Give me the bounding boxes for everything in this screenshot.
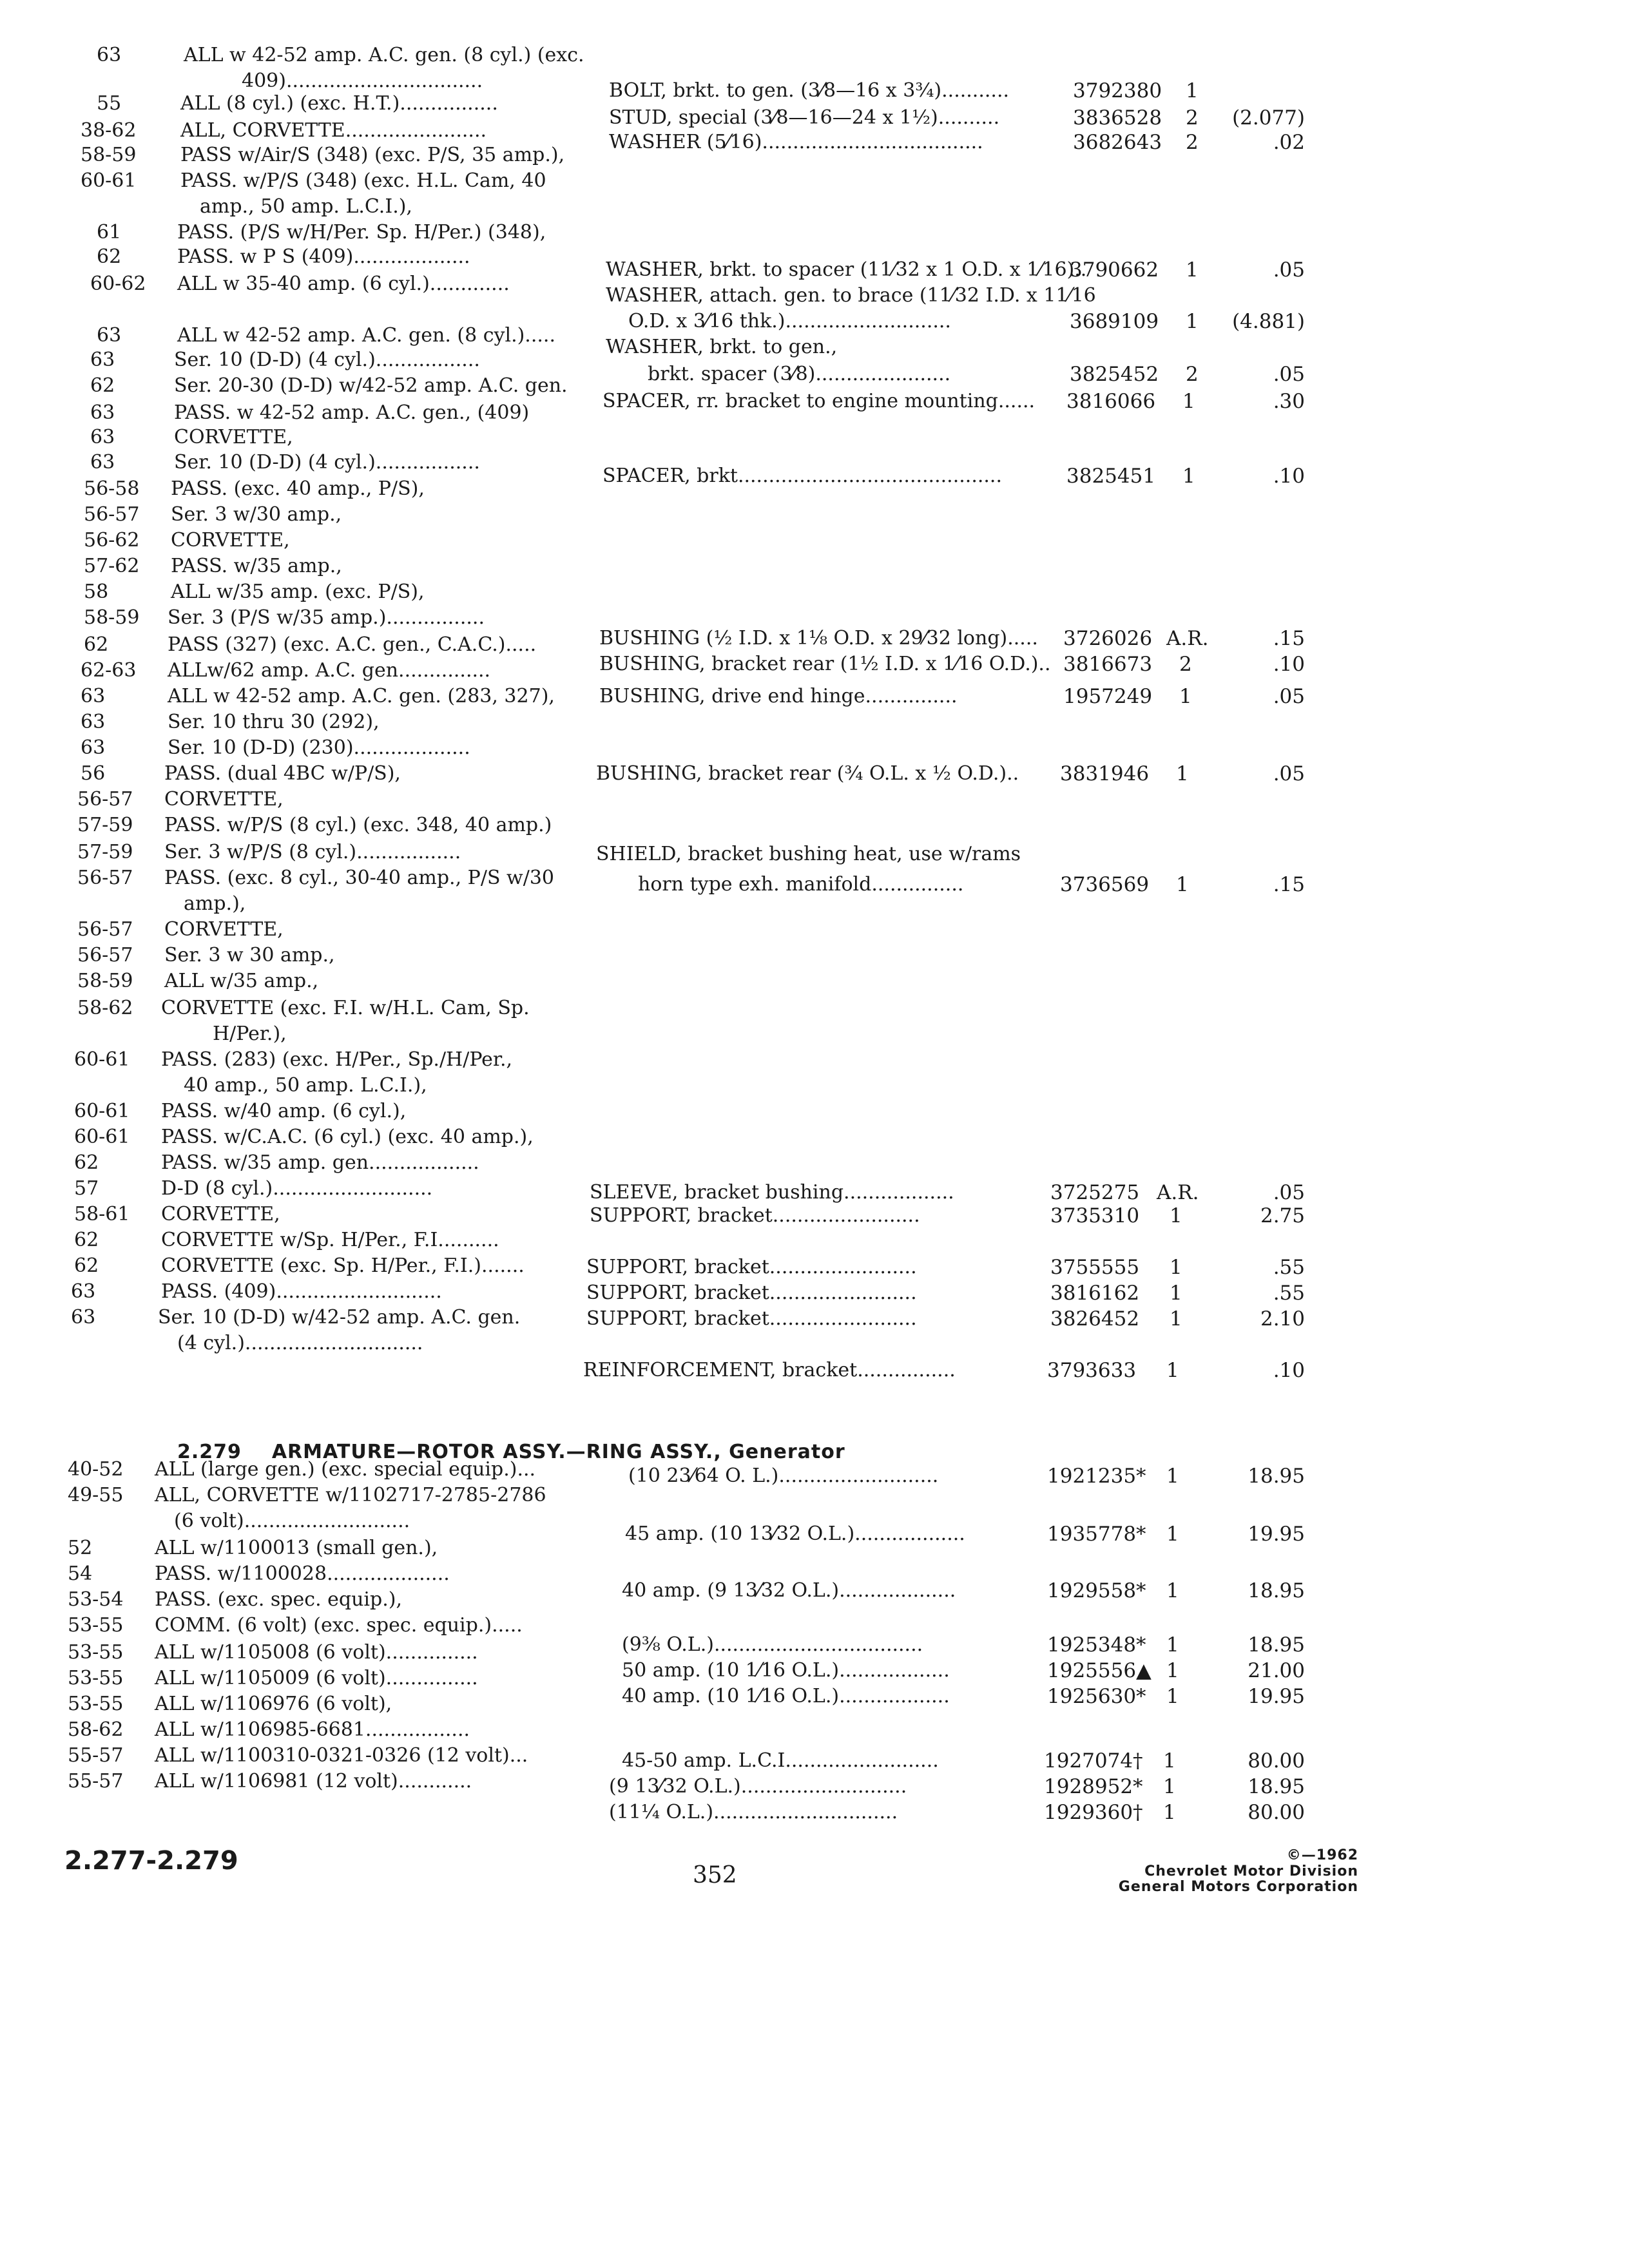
application-text: PASS. (exc. 8 cyl., 30-40 amp., P/S w/30 [164, 867, 555, 889]
application-text: (6 volt)........................... [174, 1510, 410, 1532]
model-years: 62-63 [81, 659, 137, 682]
part-description: (9 13⁄32 O.L.)........................... [609, 1775, 907, 1798]
application-text: ALL w/1105008 (6 volt)............... [155, 1641, 478, 1664]
model-years: 55-57 [68, 1770, 124, 1792]
application-text: ALL w 42-52 amp. A.C. gen. (283, 327), [168, 685, 555, 707]
copyright-corporation: General Motors Corporation [1118, 1879, 1358, 1896]
application-text: Ser. 20-30 (D-D) w/42-52 amp. A.C. gen. [174, 374, 568, 397]
application-text: Ser. 10 (D-D) (230)................... [168, 736, 470, 759]
model-years: 63 [71, 1306, 96, 1329]
part-quantity: 2 [1186, 131, 1199, 154]
section-title: ARMATURE—ROTOR ASSY.—RING ASSY., Generator [271, 1441, 845, 1463]
part-quantity: 1 [1166, 1633, 1179, 1657]
part-description: WASHER, brkt. to spacer (11⁄32 x 1 O.D. x 1⁄16).. [606, 258, 1087, 281]
application-text: CORVETTE w/Sp. H/Per., F.I.......... [161, 1229, 499, 1251]
application-text: Ser. 3 w 30 amp., [164, 944, 335, 966]
application-text: ALL w/1105009 (6 volt)............... [155, 1667, 478, 1689]
application-text: D-D (8 cyl.).......................... [161, 1177, 433, 1200]
part-price: .10 [1273, 465, 1305, 488]
application-text: CORVETTE, [174, 426, 293, 448]
part-quantity: 2 [1186, 363, 1199, 386]
model-years: 57-59 [77, 841, 133, 863]
part-price: .15 [1273, 627, 1305, 650]
part-number: 3825451 [1066, 465, 1156, 488]
part-description: (10 23⁄64 O. L.).......................... [628, 1465, 939, 1487]
part-number: 3790662 [1070, 258, 1159, 282]
page-number: 352 [693, 1862, 737, 1888]
part-price: 80.00 [1248, 1749, 1305, 1773]
model-years: 53-55 [68, 1667, 124, 1689]
application-text: CORVETTE, [161, 1203, 280, 1225]
part-price: 80.00 [1248, 1801, 1305, 1824]
part-quantity: A.R. [1157, 1181, 1199, 1204]
model-years: 61 [97, 221, 122, 244]
part-quantity: 1 [1186, 258, 1199, 282]
part-description: BUSHING, drive end hinge............... [599, 685, 958, 707]
part-description: BUSHING, bracket rear (¾ O.L. x ½ O.D.).. [596, 762, 1019, 785]
application-text: PASS. (exc. 40 amp., P/S), [171, 477, 425, 500]
application-text: CORVETTE, [171, 529, 290, 552]
part-number: 1928952* [1044, 1775, 1143, 1798]
model-years: 40-52 [68, 1458, 124, 1481]
part-quantity: 1 [1170, 1307, 1182, 1331]
part-number: 3816066 [1066, 390, 1156, 413]
model-years: 56-57 [77, 788, 133, 811]
model-years: 60-61 [74, 1126, 130, 1148]
part-price: .05 [1273, 762, 1305, 785]
part-description: REINFORCEMENT, bracket................ [583, 1359, 956, 1381]
part-description: 40 amp. (9 13⁄32 O.L.)................... [622, 1579, 956, 1602]
part-quantity: 1 [1166, 1659, 1179, 1682]
part-number: 1925630* [1047, 1685, 1146, 1708]
part-price: .10 [1273, 1359, 1305, 1382]
model-years: 53-55 [68, 1614, 124, 1637]
model-years: 63 [90, 401, 115, 424]
model-years: 63 [71, 1280, 96, 1303]
part-number: 3816673 [1063, 653, 1153, 676]
application-text: ALL w/1106976 (6 volt), [155, 1693, 392, 1715]
part-description: SUPPORT, bracket........................ [590, 1204, 920, 1227]
model-years: 62 [97, 245, 122, 268]
application-text: PASS. w/35 amp., [171, 555, 342, 577]
application-text: PASS. (283) (exc. H/Per., Sp./H/Per., [161, 1048, 513, 1071]
part-number: 1925556▲ [1047, 1659, 1152, 1682]
part-quantity: 2 [1179, 653, 1192, 676]
part-number: 1929558* [1047, 1579, 1146, 1602]
part-quantity: 1 [1170, 1256, 1182, 1279]
part-price: 21.00 [1248, 1659, 1305, 1682]
part-description: SPACER, rr. bracket to engine mounting...... [602, 390, 1036, 412]
model-years: 56-62 [84, 529, 140, 552]
model-years: 56-57 [77, 944, 133, 966]
part-description: SPACER, brkt........................................... [602, 465, 1002, 487]
part-number: 3825452 [1070, 363, 1159, 386]
part-price: 18.95 [1248, 1775, 1305, 1798]
model-years: 53-54 [68, 1588, 124, 1611]
copyright-year: ©—1962 [1286, 1847, 1358, 1863]
application-text: PASS. w/35 amp. gen.................. [161, 1151, 479, 1174]
part-quantity: 1 [1166, 1465, 1179, 1488]
application-text: ALL w/1106981 (12 volt)............ [155, 1770, 472, 1792]
part-description: 45 amp. (10 13⁄32 O.L.).................. [625, 1523, 965, 1545]
part-price: 18.95 [1248, 1633, 1305, 1657]
model-years: 56-57 [77, 867, 133, 889]
model-years: 60-61 [74, 1100, 130, 1122]
part-price: 19.95 [1248, 1523, 1305, 1546]
model-years: 63 [81, 736, 106, 759]
part-description: brkt. spacer (3⁄8)...................... [648, 363, 951, 385]
application-text: ALL w/1100310-0321-0326 (12 volt)... [155, 1744, 528, 1767]
part-number: 3735310 [1050, 1204, 1140, 1227]
model-years: 60-62 [90, 273, 146, 295]
part-description: WASHER, attach. gen. to brace (11⁄32 I.D. x 11⁄16 [606, 284, 1096, 307]
copyright-block [1119, 1848, 1358, 1896]
part-quantity: 1 [1163, 1749, 1176, 1773]
application-text: ALL, CORVETTE....................... [180, 119, 487, 142]
part-quantity: 1 [1166, 1523, 1179, 1546]
application-text: COMM. (6 volt) (exc. spec. equip.)..... [155, 1614, 523, 1637]
application-text: ALL (8 cyl.) (exc. H.T.)................ [180, 92, 498, 115]
model-years: 57-59 [77, 814, 133, 836]
model-years: 57-62 [84, 555, 140, 577]
model-years: 57 [74, 1177, 99, 1200]
application-text: PASS. w/P/S (8 cyl.) (exc. 348, 40 amp.) [164, 814, 552, 836]
application-text: 40 amp., 50 amp. L.C.I.), [184, 1074, 427, 1097]
part-price: .30 [1273, 390, 1305, 413]
part-description: BUSHING (½ I.D. x 1⅛ O.D. x 29⁄32 long)..... [599, 627, 1038, 649]
part-number: 1935778* [1047, 1523, 1146, 1546]
section-number: 2.279 [177, 1441, 242, 1463]
footer-section-range: 2.277-2.279 [64, 1846, 238, 1876]
model-years: 62 [90, 374, 115, 397]
part-number: 3726026 [1063, 627, 1153, 650]
model-years: 55-57 [68, 1744, 124, 1767]
part-price: .05 [1273, 1181, 1305, 1204]
part-description: SUPPORT, bracket........................ [586, 1282, 917, 1304]
part-number: 3682643 [1073, 131, 1162, 154]
application-text: PASS. (P/S w/H/Per. Sp. H/Per.) (348), [177, 221, 546, 244]
part-quantity: 1 [1163, 1775, 1176, 1798]
part-number: 3816162 [1050, 1282, 1140, 1305]
part-description: SLEEVE, bracket bushing.................. [590, 1181, 954, 1204]
part-quantity: 1 [1170, 1282, 1182, 1305]
application-text: CORVETTE, [164, 788, 284, 811]
model-years: 58-62 [68, 1718, 124, 1741]
part-quantity: 1 [1186, 310, 1199, 333]
model-years: 53-55 [68, 1641, 124, 1664]
part-description: BUSHING, bracket rear (1½ I.D. x 1⁄16 O.D.).. [599, 653, 1051, 675]
part-price: .55 [1273, 1256, 1305, 1279]
part-number: 3736569 [1060, 873, 1150, 896]
part-number: 3689109 [1070, 310, 1159, 333]
part-quantity: 1 [1182, 465, 1195, 488]
application-text: ALL w 35-40 amp. (6 cyl.)............. [177, 273, 510, 295]
model-years: 63 [90, 426, 115, 448]
part-description: O.D. x 3⁄16 thk.)........................... [628, 310, 951, 332]
application-text: Ser. 10 (D-D) (4 cyl.)................. [174, 349, 480, 371]
model-years: 58-62 [77, 997, 133, 1019]
part-number: 1925348* [1047, 1633, 1146, 1657]
application-text: ALLw/62 amp. A.C. gen............... [168, 659, 491, 682]
model-years: 58 [84, 581, 109, 603]
part-quantity: 1 [1186, 79, 1199, 102]
application-text: PASS. w/40 amp. (6 cyl.), [161, 1100, 407, 1122]
application-text: Ser. 10 thru 30 (292), [168, 711, 380, 733]
part-price: 18.95 [1248, 1465, 1305, 1488]
model-years: 55 [97, 92, 122, 115]
model-years: 56-57 [77, 918, 133, 941]
application-text: ALL w 42-52 amp. A.C. gen. (8 cyl.) (exc. [184, 44, 584, 66]
application-text: 409)................................ [242, 70, 483, 92]
model-years: 60-61 [74, 1048, 130, 1071]
part-quantity: 1 [1166, 1359, 1179, 1382]
model-years: 56-58 [84, 477, 140, 500]
part-quantity: A.R. [1166, 627, 1209, 650]
part-description: 45-50 amp. L.C.I......................... [622, 1749, 939, 1772]
application-text: CORVETTE (exc. F.I. w/H.L. Cam, Sp. [161, 997, 530, 1019]
application-text: PASS. w 42-52 amp. A.C. gen., (409) [174, 401, 530, 424]
part-number: 3755555 [1050, 1256, 1140, 1279]
part-price: .05 [1273, 363, 1305, 386]
application-text: ALL (large gen.) (exc. special equip.)... [155, 1458, 536, 1481]
part-price: .05 [1273, 685, 1305, 708]
model-years: 53-55 [68, 1693, 124, 1715]
application-text: Ser. 10 (D-D) (4 cyl.)................. [174, 451, 480, 474]
application-text: CORVETTE, [164, 918, 284, 941]
model-years: 58-59 [81, 144, 137, 166]
part-number: 3725275 [1050, 1181, 1140, 1204]
application-text: (4 cyl.)............................. [177, 1332, 423, 1354]
part-description: SUPPORT, bracket........................ [586, 1256, 917, 1278]
part-number: 3793633 [1047, 1359, 1137, 1382]
application-text: ALL w/35 amp., [164, 970, 319, 992]
model-years: 60-61 [81, 169, 137, 192]
model-years: 62 [74, 1254, 99, 1277]
model-years: 63 [97, 44, 122, 66]
model-years: 63 [81, 711, 106, 733]
model-years: 62 [84, 633, 109, 656]
section-heading [177, 1441, 845, 1463]
application-text: ALL w/1106985-6681................. [155, 1718, 470, 1741]
application-text: PASS. (dual 4BC w/P/S), [164, 762, 401, 785]
part-quantity: 2 [1186, 106, 1199, 130]
part-description: (9⅜ O.L.).................................. [622, 1633, 923, 1656]
part-number: 1957249 [1063, 685, 1153, 708]
part-description: SHIELD, bracket bushing heat, use w/rams [596, 843, 1021, 865]
model-years: 63 [90, 349, 115, 371]
part-price: (2.077) [1232, 106, 1305, 130]
model-years: 62 [74, 1151, 99, 1174]
part-number: 1921235* [1047, 1465, 1146, 1488]
model-years: 58-59 [77, 970, 133, 992]
part-quantity: 1 [1176, 873, 1189, 896]
part-description: SUPPORT, bracket........................ [586, 1307, 917, 1330]
part-price: 2.10 [1260, 1307, 1305, 1331]
model-years: 54 [68, 1562, 93, 1585]
part-description: WASHER, brkt. to gen., [606, 336, 838, 358]
part-description: 40 amp. (10 1⁄16 O.L.).................. [622, 1685, 950, 1707]
part-number: 3836528 [1073, 106, 1162, 130]
part-price: .55 [1273, 1282, 1305, 1305]
application-text: PASS. (409)........................... [161, 1280, 442, 1303]
part-price: .10 [1273, 653, 1305, 676]
part-number: 3826452 [1050, 1307, 1140, 1331]
application-text: Ser. 3 w/P/S (8 cyl.)................. [164, 841, 461, 863]
part-price: .05 [1273, 258, 1305, 282]
model-years: 56 [81, 762, 106, 785]
part-quantity: 1 [1163, 1801, 1176, 1824]
application-text: amp.), [184, 892, 246, 915]
part-quantity: 1 [1176, 762, 1189, 785]
model-years: 56-57 [84, 503, 140, 526]
part-price: 19.95 [1248, 1685, 1305, 1708]
application-text: PASS. w/1100028.................... [155, 1562, 450, 1585]
application-text: PASS (327) (exc. A.C. gen., C.A.C.)..... [168, 633, 537, 656]
application-text: PASS. w/P/S (348) (exc. H.L. Cam, 40 [180, 169, 546, 192]
application-text: ALL w/1100013 (small gen.), [155, 1537, 438, 1559]
application-text: PASS. (exc. spec. equip.), [155, 1588, 403, 1611]
part-description: BOLT, brkt. to gen. (3⁄8—16 x 3¾)........... [609, 79, 1010, 102]
part-number: 1929360† [1044, 1801, 1143, 1824]
part-number: 3792380 [1073, 79, 1162, 102]
application-text: Ser. 3 (P/S w/35 amp.)................ [168, 606, 485, 629]
part-price: .15 [1273, 873, 1305, 896]
application-text: ALL, CORVETTE w/1102717-2785-2786 [155, 1484, 546, 1506]
application-text: amp., 50 amp. L.C.I.), [200, 195, 412, 218]
model-years: 63 [90, 451, 115, 474]
part-quantity: 1 [1166, 1685, 1179, 1708]
model-years: 38-62 [81, 119, 137, 142]
application-text: ALL w/35 amp. (exc. P/S), [171, 581, 425, 603]
model-years: 49-55 [68, 1484, 124, 1506]
part-quantity: 1 [1170, 1204, 1182, 1227]
part-price: (4.881) [1232, 310, 1305, 333]
application-text: H/Per.), [213, 1023, 287, 1045]
model-years: 58-59 [84, 606, 140, 629]
application-text: PASS. w/C.A.C. (6 cyl.) (exc. 40 amp.), [161, 1126, 534, 1148]
part-description: 50 amp. (10 1⁄16 O.L.).................. [622, 1659, 950, 1682]
application-text: Ser. 10 (D-D) w/42-52 amp. A.C. gen. [158, 1306, 521, 1329]
model-years: 58-61 [74, 1203, 130, 1225]
part-price: .02 [1273, 131, 1305, 154]
application-text: CORVETTE (exc. Sp. H/Per., F.I.)....... [161, 1254, 525, 1277]
part-quantity: 1 [1179, 685, 1192, 708]
part-description: WASHER (5⁄16).................................... [609, 131, 983, 153]
part-description: horn type exh. manifold............... [638, 873, 964, 896]
part-number: 1927074† [1044, 1749, 1143, 1773]
part-quantity: 1 [1166, 1579, 1179, 1602]
part-price: 2.75 [1260, 1204, 1305, 1227]
part-quantity: 1 [1182, 390, 1195, 413]
application-text: Ser. 3 w/30 amp., [171, 503, 342, 526]
model-years: 63 [81, 685, 106, 707]
part-description: (11¼ O.L.).............................. [609, 1801, 898, 1823]
part-price: 18.95 [1248, 1579, 1305, 1602]
model-years: 62 [74, 1229, 99, 1251]
application-text: PASS. w P S (409)................... [177, 245, 470, 268]
part-number: 3831946 [1060, 762, 1150, 785]
application-text: ALL w 42-52 amp. A.C. gen. (8 cyl.)..... [177, 324, 555, 347]
model-years: 52 [68, 1537, 93, 1559]
part-description: STUD, special (3⁄8—16—24 x 1½).......... [609, 106, 1000, 129]
model-years: 63 [97, 324, 122, 347]
application-text: PASS w/Air/S (348) (exc. P/S, 35 amp.), [180, 144, 565, 166]
copyright-division: Chevrolet Motor Division [1144, 1863, 1358, 1879]
